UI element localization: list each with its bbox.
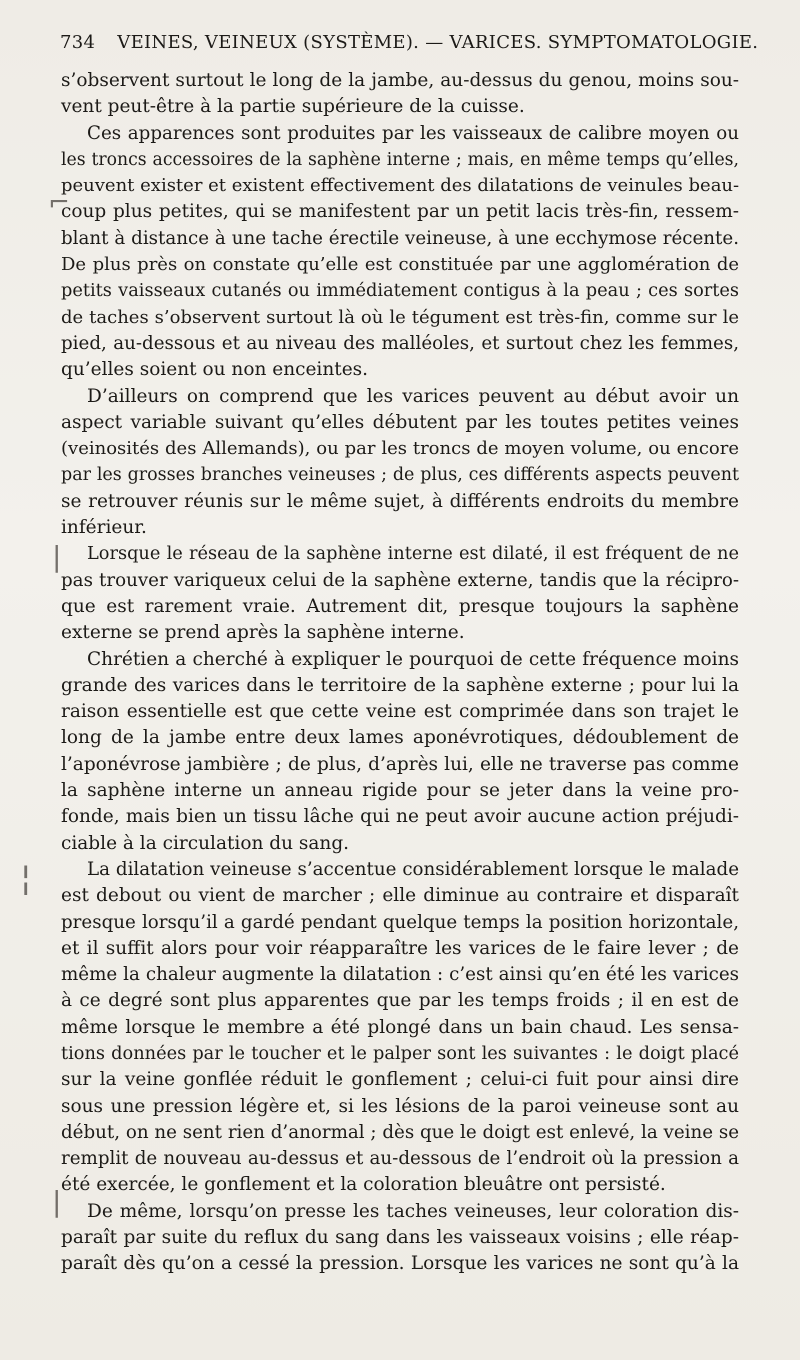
text-line: est debout ou vient de marcher ; elle diminue au contraire et disparaît — [61, 885, 739, 907]
margin-pencil-mark: | — [52, 1185, 62, 1218]
paragraph — [61, 1199, 739, 1278]
text-line: raison essentielle est que cette veine est comprimée dans son trajet le — [61, 701, 739, 723]
text-line: remplit de nouveau au-dessus et au-dessous de l’endroit où la pression a — [61, 1148, 739, 1170]
page-number: 734 — [60, 32, 96, 53]
text-line: par les grosses branches veineuses ; de plus, ces différents aspects peuvent — [61, 465, 739, 486]
text-line: pas trouver variqueux celui de la saphène externe, tandis que la récipro- — [61, 569, 739, 591]
text-line: se retrouver réunis sur le même sujet, à différents endroits du membre — [61, 490, 739, 512]
text-line: paraît dès qu’on a cessé la pression. Lorsque les varices ne sont qu’à la — [61, 1253, 739, 1275]
body-text — [61, 68, 739, 1278]
text-line: vent peut-être à la partie supérieure de la cuisse. — [61, 96, 525, 118]
text-line: paraît par suite du reflux du sang dans les vaisseaux voisins ; elle réap- — [61, 1227, 739, 1249]
text-line: l’aponévrose jambière ; de plus, d’après lui, elle ne traverse pas comme — [61, 753, 739, 775]
text-line: même lorsque le membre a été plongé dans un bain chaud. Les sensa- — [61, 1016, 739, 1038]
text-line: peuvent exister et existent effectivement des dilatations de veinules beau- — [61, 175, 740, 197]
paragraph — [61, 121, 739, 384]
text-line: grande des varices dans le territoire de la saphène externe ; pour lui la — [61, 674, 739, 696]
paragraph — [61, 647, 739, 857]
text-line: à ce degré sont plus apparentes que par les temps froids ; il en est de — [61, 990, 739, 1012]
text-line: petits vaisseaux cutanés ou immédiatement contigus à la peau ; ces sortes — [61, 281, 739, 302]
paragraph — [61, 68, 739, 121]
text-line: Ces apparences sont produites par les vaisseaux de calibre moyen ou — [87, 122, 739, 144]
text-line: externe se prend après la saphène interne. — [61, 622, 465, 644]
page-header — [60, 32, 759, 62]
text-line: la saphène interne un anneau rigide pour se jeter dans la veine pro- — [61, 780, 739, 802]
margin-pencil-mark: | — [52, 540, 62, 573]
text-line: (veinosités des Allemands), ou par les troncs de moyen volume, ou encore — [61, 438, 739, 460]
text-line: presque lorsqu’il a gardé pendant quelque temps la position horizontale, — [61, 911, 739, 933]
margin-pencil-mark: ¦ — [20, 858, 32, 898]
text-line: aspect variable suivant qu’elles débutent par les toutes petites veines — [61, 411, 739, 433]
paragraph — [61, 541, 739, 646]
text-line: été exercée, le gonflement et la coloration bleuâtre ont persisté. — [61, 1174, 666, 1196]
paragraph — [61, 384, 739, 542]
text-line: qu’elles soient ou non enceintes. — [61, 359, 369, 381]
text-line: coup plus petites, qui se manifestent par un petit lacis très-fin, ressem- — [61, 201, 739, 223]
text-line: de taches s’observent surtout là où le tégument est très-fin, comme sur le — [61, 306, 739, 328]
text-line: Chrétien a cherché à expliquer le pourquoi de cette fréquence moins — [87, 648, 739, 670]
paragraph — [61, 857, 739, 1199]
text-line: D’ailleurs on comprend que les varices peuvent au début avoir un — [87, 385, 739, 407]
text-line: sous une pression légère et, si les lésions de la paroi veineuse sont au — [61, 1095, 739, 1117]
text-line: De plus près on constate qu’elle est constituée par une agglomération de — [61, 254, 739, 276]
text-line: sur la veine gonflée réduit le gonflement ; celui-ci fuit pour ainsi dire — [61, 1069, 739, 1091]
text-line: s’observent surtout le long de la jambe, au-dessus du genou, moins sou- — [61, 70, 739, 91]
text-line: De même, lorsqu’on presse les taches veineuses, leur coloration dis- — [87, 1200, 739, 1222]
text-line: Lorsque le réseau de la saphène interne est dilaté, il est fréquent de ne — [87, 544, 739, 565]
text-line: inférieur. — [61, 517, 147, 539]
text-line: les troncs accessoires de la saphène interne ; mais, en même temps qu’elles, — [61, 149, 739, 170]
text-line: même la chaleur augmente la dilatation : c’est ainsi qu’en été les varices — [61, 964, 739, 986]
text-line: début, on ne sent rien d’anormal ; dès que le doigt est enlevé, la veine se — [61, 1121, 739, 1143]
text-line: ciable à la circulation du sang. — [61, 832, 350, 854]
margin-pencil-mark: ⌐ — [48, 188, 70, 218]
text-line: La dilatation veineuse s’accentue considérablement lorsque le malade — [87, 858, 739, 880]
text-line: long de la jambe entre deux lames aponévrotiques, dédoublement de — [61, 727, 739, 749]
running-title: VEINES, VEINEUX (SYSTÈME). — VARICES. SYMPTOMATOLOGIE. — [117, 32, 759, 53]
text-line: pied, au-dessous et au niveau des malléoles, et surtout chez les femmes, — [61, 332, 739, 354]
text-line: et il suffit alors pour voir réapparaître les varices de le faire lever ; de — [61, 937, 739, 959]
text-line: fonde, mais bien un tissu lâche qui ne peut avoir aucune action préjudi- — [61, 806, 739, 828]
text-line: tions données par le toucher et le palper sont les suivantes : le doigt placé — [61, 1043, 739, 1064]
text-line: blant à distance à une tache érectile veineuse, à une ecchymose récente. — [61, 227, 739, 249]
text-line: que est rarement vraie. Autrement dit, presque toujours la saphène — [61, 595, 739, 617]
